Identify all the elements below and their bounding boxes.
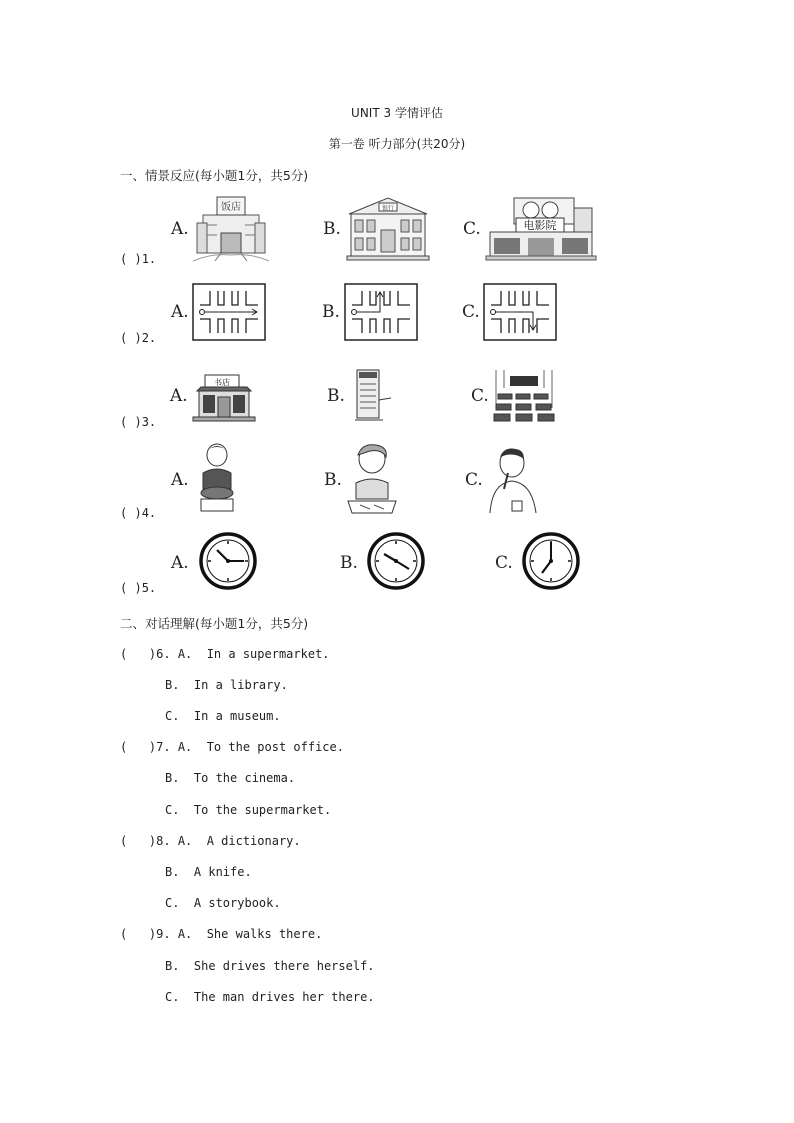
q2-option-b-label: B.	[322, 302, 340, 322]
bus-stop-sign-image	[349, 368, 391, 424]
q2-option-a-label: A.	[171, 302, 189, 322]
section1-heading: 一、情景反应(每小题1分，共5分)	[120, 168, 309, 183]
q6-option-b: B. In a library.	[165, 678, 288, 692]
answer-bracket[interactable]: ( )	[120, 647, 157, 661]
q6-option-a: A. In a supermarket.	[177, 647, 330, 661]
q1-option-c-label: C.	[463, 219, 481, 239]
boy-cooking-image	[195, 443, 241, 515]
svg-text:书店: 书店	[214, 378, 230, 387]
section2-heading: 二、对话理解(每小题1分，共5分)	[120, 616, 309, 631]
answer-bracket[interactable]: ( )	[120, 415, 142, 429]
answer-bracket[interactable]: ( )	[120, 252, 142, 266]
q3-option-b-label: B.	[327, 386, 345, 406]
question-5-label: ( )5.	[120, 581, 157, 595]
q8-option-b: B. A knife.	[165, 865, 252, 879]
answer-bracket[interactable]: ( )	[120, 834, 157, 848]
answer-bracket[interactable]: ( )	[120, 506, 142, 520]
q8-option-c: C. A storybook.	[165, 896, 281, 910]
restaurant-image	[191, 195, 271, 263]
page-title: UNIT 3 学情评估	[351, 106, 443, 120]
q7-option-c: C. To the supermarket.	[165, 803, 332, 817]
q8-option-a: A. A dictionary.	[177, 834, 301, 848]
street-map-turn-right-icon	[483, 283, 557, 341]
q6-option-c: C. In a museum.	[165, 709, 281, 723]
question-6-label: ( )6. A. In a supermarket.	[120, 647, 330, 661]
q2-option-c-label: C.	[462, 302, 480, 322]
question-8-label: ( )8. A. A dictionary.	[120, 834, 301, 848]
answer-bracket[interactable]: ( )	[120, 927, 157, 941]
question-2-label: ( )2.	[120, 331, 157, 345]
q1-option-a-label: A.	[171, 219, 189, 239]
q4-option-a-label: A.	[171, 470, 189, 490]
q5-option-a-label: A.	[171, 553, 189, 573]
q9-option-b: B. She drives there herself.	[165, 959, 375, 973]
q3-option-a-label: A.	[170, 386, 188, 406]
svg-text:银行: 银行	[381, 205, 395, 212]
bookstore-image	[193, 373, 255, 423]
page-subtitle: 第一卷 听力部分(共20分)	[328, 137, 466, 151]
svg-text:电影院: 电影院	[523, 219, 557, 232]
answer-bracket[interactable]: ( )	[120, 581, 142, 595]
q9-option-c: C. The man drives her there.	[165, 990, 375, 1004]
question-9-label: ( )9. A. She walks there.	[120, 927, 323, 941]
q7-option-a: A. To the post office.	[177, 740, 344, 754]
q1-option-b-label: B.	[323, 219, 341, 239]
question-4-label: ( )4.	[120, 506, 157, 520]
man-brushing-teeth-image	[486, 443, 540, 515]
q5-option-c-label: C.	[495, 553, 513, 573]
question-3-label: ( )3.	[120, 415, 157, 429]
q5-option-b-label: B.	[340, 553, 358, 573]
q4-option-b-label: B.	[324, 470, 342, 490]
clock-a-icon	[199, 532, 257, 590]
bank-image	[347, 194, 429, 262]
q4-option-c-label: C.	[465, 470, 483, 490]
svg-text:饭店: 饭店	[221, 202, 241, 213]
clock-b-icon	[367, 532, 425, 590]
classroom-image	[494, 368, 554, 424]
cinema-image	[486, 194, 596, 264]
clock-c-icon	[522, 532, 580, 590]
question-7-label: ( )7. A. To the post office.	[120, 740, 344, 754]
street-map-turn-left-icon	[344, 283, 418, 341]
answer-bracket[interactable]: ( )	[120, 331, 142, 345]
q7-option-b: B. To the cinema.	[165, 771, 296, 785]
boy-reading-image	[346, 443, 400, 515]
street-map-straight-icon	[192, 283, 266, 341]
answer-bracket[interactable]: ( )	[120, 740, 157, 754]
q3-option-c-label: C.	[471, 386, 489, 406]
question-1-label: ( )1.	[120, 252, 157, 266]
q9-option-a: A. She walks there.	[177, 927, 323, 941]
